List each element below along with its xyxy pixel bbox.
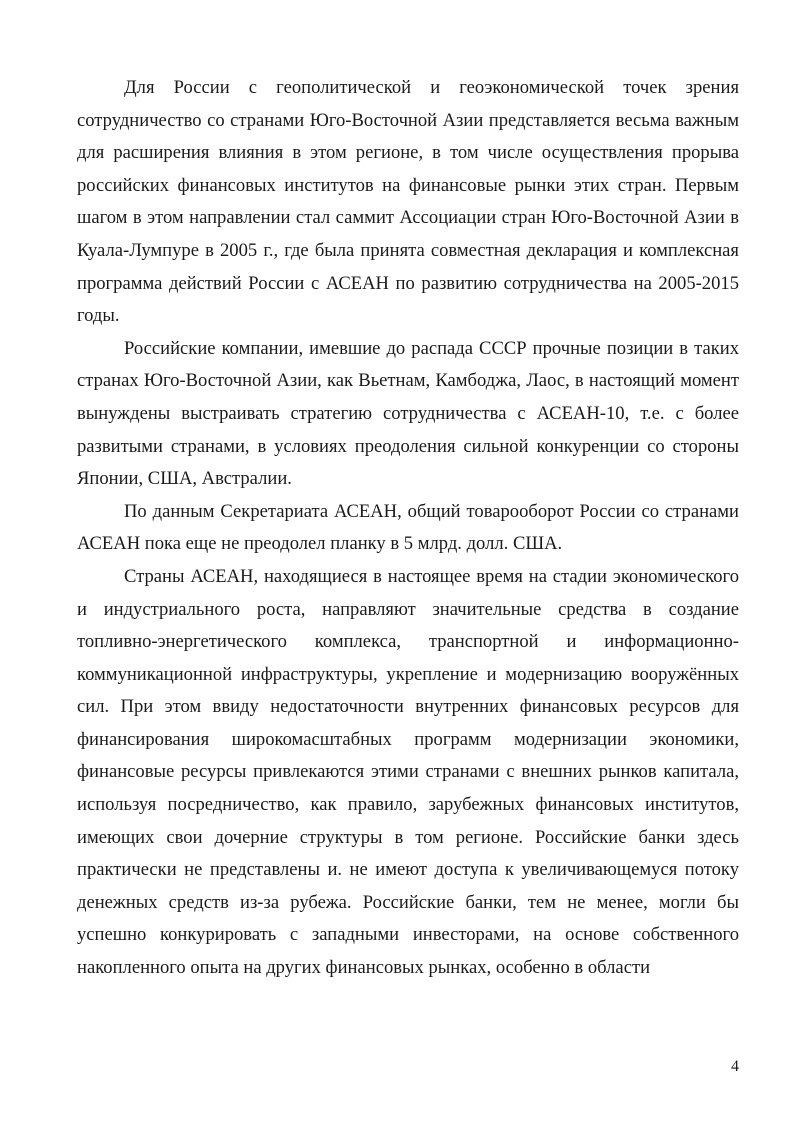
paragraph-russia-sea-cooperation: Для России с геополитической и геоэкономической точек зрения сотрудничество со странами Юго-Восточной Азии представляется весьма важным для расширения влияния в этом регионе, в том числе осуществления прорыва российских финансовых институтов на финансовые рынки этих стран. Первым шагом в этом направлении стал саммит Ассоциации стран Юго-Восточной Азии в Куала-Лумпуре в 2005 г., где была принята совместная декларация и комплексная программа действий России с АСЕАН по развитию сотрудничества на 2005-2015 годы.	[77, 77, 739, 327]
paragraph-asean-growth: Страны АСЕАН, находящиеся в настоящее время на стадии экономического и индустриального роста, направляют значительные средства в создание топливно-энергетического комплекса, транспортной и информационно-коммуникационной инфраструктуры, укрепление и модернизацию вооружённых сил. При этом ввиду недостаточности внутренних финансовых ресурсов для финансирования широкомасштабных программ модернизации экономики, финансовые ресурсы привлекаются этими странами с внешних рынков капитала, используя посредничество, как правило, зарубежных финансовых институтов, имеющих свои дочерние структуры в том регионе. Российские банки здесь практически не представлены и. не имеют доступа к увеличивающемуся потоку денежных средств из-за рубежа. Российские банки, тем не менее, могли бы успешно конкурировать с западными инвесторами, на основе собственного накопленного опыта на других финансовых рынках, особенно в области	[77, 565, 739, 979]
page-number: 4	[731, 1058, 739, 1075]
paragraph-trade-turnover: По данным Секретариата АСЕАН, общий товарооборот России со странами АСЕАН пока еще не преодолел планку в 5 млрд. долл. США.	[77, 500, 739, 555]
paragraph-russian-companies: Российские компании, имевшие до распада СССР прочные позиции в таких странах Юго-Восточной Азии, как Вьетнам, Камбоджа, Лаос, в настоящий момент вынуждены выстраивать стратегию сотрудничества с АСЕАН-10, т.е. с более развитыми странами, в условиях преодоления сильной конкуренции со стороны Японии, США, Австралии.	[77, 337, 739, 490]
document-body	[77, 72, 739, 985]
